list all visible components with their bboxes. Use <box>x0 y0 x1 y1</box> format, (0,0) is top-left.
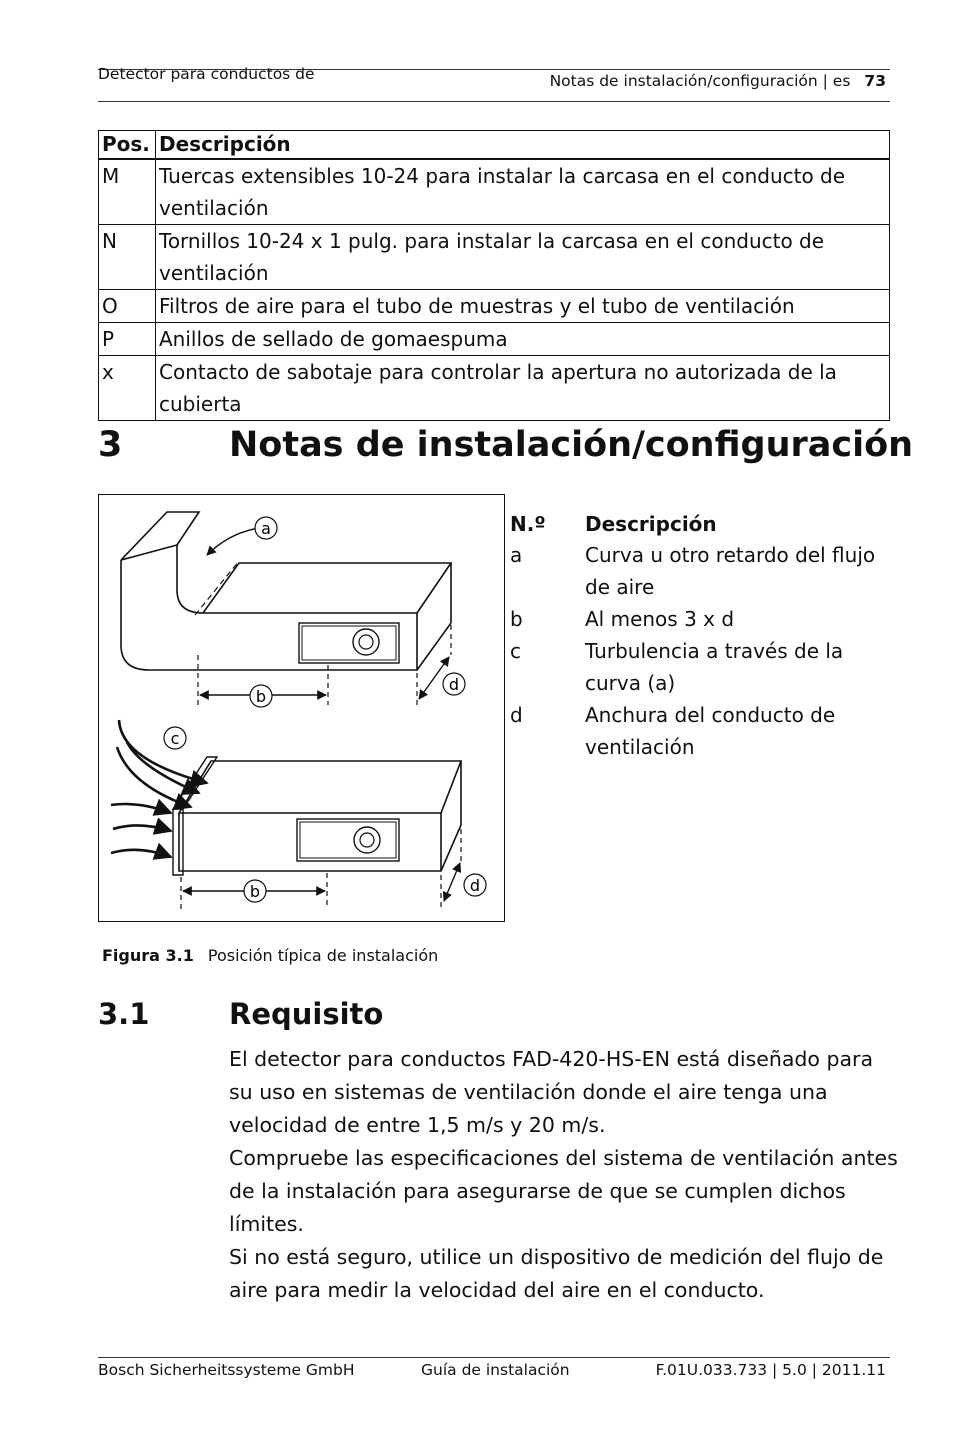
caption-text: Posición típica de instalación <box>207 946 439 965</box>
table-cell-desc: Anillos de sellado de gomaespuma <box>156 323 890 356</box>
legend-row <box>510 539 890 603</box>
table-row <box>99 356 890 421</box>
footer-doc-id: F.01U.033.733 | 5.0 | 2011.11 <box>655 1361 886 1379</box>
table-cell-pos: O <box>99 290 156 323</box>
section-title: Requisito <box>229 997 384 1031</box>
label-b: b <box>255 687 267 706</box>
label-b2: b <box>249 882 261 901</box>
page-number: 73 <box>864 72 886 90</box>
table-header-row <box>99 131 890 160</box>
installation-figure <box>98 494 505 922</box>
legend-key: a <box>510 543 523 567</box>
header-product: Detector para conductos de <box>98 65 315 83</box>
legend-value: Al menos 3 x d <box>585 607 735 631</box>
section-number: 3.1 <box>98 997 150 1031</box>
table-row <box>99 290 890 323</box>
table-row <box>99 225 890 290</box>
legend-header-no: N.º <box>510 512 546 536</box>
table-cell-pos: P <box>99 323 156 356</box>
label-a: a <box>261 519 271 538</box>
bottom-duct <box>111 720 461 909</box>
section-heading <box>98 993 383 1035</box>
legend-value: Turbulencia a través de la curva (a) <box>585 639 844 695</box>
caption-label: Figura 3.1 <box>102 946 194 965</box>
table-row <box>99 159 890 225</box>
legend-row <box>510 603 890 635</box>
table-cell-pos: x <box>99 356 156 421</box>
header-section <box>550 72 886 90</box>
table-header-desc: Descripción <box>156 131 890 160</box>
legend-key: c <box>510 639 521 663</box>
chapter-heading <box>98 420 913 470</box>
paragraph: Compruebe las especificaciones del sistema de ventilación antes de la instalación para asegurarse de que se cumplen dichos límites. <box>229 1146 898 1236</box>
legend-header <box>510 509 890 539</box>
table-row <box>99 323 890 356</box>
label-d: d <box>448 675 460 694</box>
table-cell-desc: Filtros de aire para el tubo de muestras y el tubo de ventilación <box>156 290 890 323</box>
legend-value: Curva u otro retardo del flujo de aire <box>585 543 876 599</box>
chapter-title: Notas de instalación/configuración <box>229 425 914 465</box>
table-cell-desc: Tuercas extensibles 10-24 para instalar la carcasa en el conducto de ventilación <box>156 159 890 225</box>
figure-caption <box>102 946 438 965</box>
figure-labels <box>164 517 486 902</box>
legend-value: Anchura del conducto de ventilación <box>585 703 836 759</box>
parts-table <box>98 130 890 421</box>
legend-key: b <box>510 607 523 631</box>
legend-key: d <box>510 703 523 727</box>
paragraph: El detector para conductos FAD-420-HS-EN está diseñado para su uso en sistemas de ventilación donde el aire tenga una velocidad de entre 1,5 m/s y 20 m/s. <box>229 1047 874 1137</box>
legend-header-desc: Descripción <box>585 512 717 536</box>
footer-rule <box>98 1357 890 1358</box>
header-bottom-rule <box>98 101 890 102</box>
table-cell-pos: M <box>99 159 156 225</box>
table-cell-desc: Tornillos 10-24 x 1 pulg. para instalar la carcasa en el conducto de ventilación <box>156 225 890 290</box>
top-duct <box>121 512 451 705</box>
label-c: c <box>170 729 180 748</box>
chapter-number: 3 <box>98 425 123 465</box>
legend-row <box>510 699 890 763</box>
legend-row <box>510 635 890 699</box>
table-header-pos: Pos. <box>99 131 156 160</box>
section-body <box>229 1043 899 1307</box>
figure-legend <box>510 509 890 763</box>
footer-company: Bosch Sicherheitssysteme GmbH <box>98 1361 355 1379</box>
header-section-text: Notas de instalación/configuración | es <box>549 72 851 90</box>
duct-diagram <box>99 495 504 921</box>
paragraph: Si no está seguro, utilice un dispositivo de medición del flujo de aire para medir la velocidad del aire en el conducto. <box>229 1245 884 1302</box>
table-cell-desc: Contacto de sabotaje para controlar la apertura no autorizada de la cubierta <box>156 356 890 421</box>
table-cell-pos: N <box>99 225 156 290</box>
label-d2: d <box>469 876 481 895</box>
footer-doc-title: Guía de instalación <box>421 1361 570 1379</box>
